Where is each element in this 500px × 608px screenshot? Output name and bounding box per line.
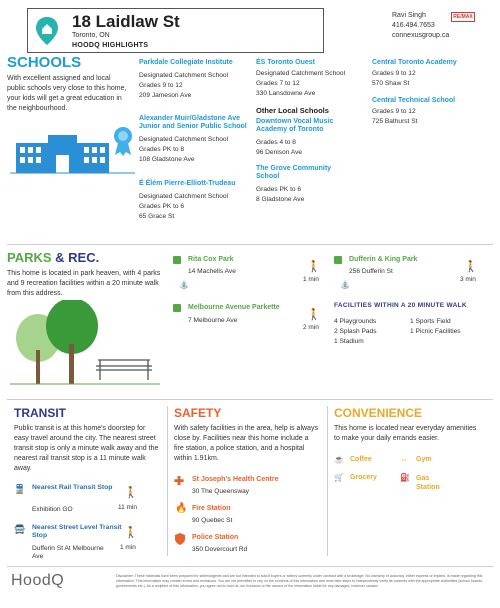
convenience-grocery[interactable] bbox=[334, 473, 404, 485]
safety-item-address: 350 Dovercourt Rd bbox=[192, 546, 248, 553]
school-central-toronto-academy[interactable] bbox=[372, 59, 487, 89]
agent-name: Ravi Singh bbox=[392, 12, 426, 19]
facility-item: 4 Playgrounds bbox=[334, 318, 377, 325]
park-name[interactable]: Dufferin & King Park bbox=[349, 256, 418, 263]
school-pierre-elliott-trudeau[interactable] bbox=[139, 180, 239, 222]
address-title: 18 Laidlaw St bbox=[72, 12, 180, 31]
school-building-illustration bbox=[10, 125, 135, 175]
grocery-cart-icon: 🛒 bbox=[334, 473, 344, 482]
school-type: Designated Catchment School bbox=[139, 136, 229, 143]
brokerage-logo: RE/MAX bbox=[451, 12, 475, 22]
school-address: 108 Gladstone Ave bbox=[139, 156, 195, 163]
school-address: 8 Gladstone Ave bbox=[256, 196, 305, 203]
hoodq-logo: HoodQ bbox=[11, 572, 65, 589]
school-grades: Grades PK to 8 bbox=[139, 146, 185, 153]
divider-schools bbox=[7, 244, 493, 245]
convenience-description: This home is located near everyday amenities to make your daily errands easier. bbox=[334, 425, 477, 442]
safety-description: With safety facilities in the area, help is always close by. Facilities near this home include a fire station, a police station, and a hospital within 1.91km. bbox=[174, 425, 318, 462]
school-name[interactable]: Central Toronto Academy bbox=[372, 59, 457, 66]
park-name[interactable]: Rita Cox Park bbox=[188, 256, 234, 263]
school-grades: Grades PK to 6 bbox=[256, 186, 302, 193]
transit-heading: TRANSIT bbox=[14, 406, 66, 420]
safety-item-address: 30 The Queensway bbox=[192, 488, 250, 495]
school-address: 725 Bathurst St bbox=[372, 118, 418, 125]
report-subtitle: HOODQ HIGHLIGHTS bbox=[72, 42, 149, 49]
street-walk-time: 1 min bbox=[120, 544, 136, 551]
facilities-heading: FACILITIES WITHIN A 20 MINUTE WALK bbox=[334, 302, 467, 309]
safety-item-label: Fire Station bbox=[192, 505, 231, 512]
facility-item: 1 Sports Field bbox=[410, 318, 451, 325]
park-name[interactable]: Melbourne Avenue Parkette bbox=[188, 304, 280, 311]
school-central-technical[interactable] bbox=[372, 97, 487, 127]
school-grades: Grades PK to 6 bbox=[139, 203, 185, 210]
parks-heading bbox=[7, 250, 99, 265]
walking-person-icon: 🚶 bbox=[124, 487, 138, 499]
train-icon: 🚆 bbox=[14, 484, 26, 494]
convenience-heading: CONVENIENCE bbox=[334, 406, 423, 420]
convenience-gym[interactable] bbox=[400, 455, 470, 467]
walk-time: 3 min bbox=[460, 276, 476, 283]
footer-divider bbox=[7, 566, 493, 567]
safety-hospital[interactable] bbox=[174, 474, 324, 498]
park-dufferin-king[interactable] bbox=[334, 256, 486, 292]
playground-icon: ⛲ bbox=[340, 280, 350, 289]
city: Toronto, ON bbox=[72, 32, 110, 39]
convenience-label: Coffee bbox=[350, 456, 372, 463]
bus-icon: 🚍 bbox=[14, 524, 26, 534]
school-type: Designated Catchment School bbox=[139, 193, 229, 200]
park-marker-icon bbox=[173, 304, 181, 312]
safety-item-label: Police Station bbox=[192, 534, 239, 541]
rail-walk-time: 11 min bbox=[118, 504, 138, 511]
school-name[interactable]: Alexander Muir/Gladstone Ave Junior and Senior Public School bbox=[139, 115, 247, 130]
convenience-coffee[interactable] bbox=[334, 455, 404, 467]
school-address: 209 Jameson Ave bbox=[139, 92, 192, 99]
dumbbell-icon: ⇔ bbox=[400, 455, 408, 464]
walking-person-icon: 🚶 bbox=[124, 527, 138, 539]
school-es-toronto-ouest[interactable] bbox=[256, 59, 366, 99]
school-type: Designated Catchment School bbox=[256, 70, 346, 77]
walk-time: 1 min bbox=[303, 276, 319, 283]
walking-person-icon: 🚶 bbox=[464, 261, 478, 273]
gas-pump-icon: ⛽ bbox=[400, 473, 410, 482]
divider-transit-safety bbox=[167, 406, 168, 556]
hospital-cross-icon: ✚ bbox=[174, 474, 185, 488]
convenience-label: Gas Station bbox=[416, 475, 440, 491]
convenience-label: Gym bbox=[416, 456, 432, 463]
park-address: 14 Machells Ave bbox=[188, 268, 236, 275]
safety-heading: SAFETY bbox=[174, 406, 222, 420]
school-parkdale[interactable] bbox=[139, 59, 239, 101]
school-type: Designated Catchment School bbox=[139, 72, 229, 79]
park-address: 256 Dufferin St bbox=[349, 268, 393, 275]
other-local-schools-heading: Other Local Schools bbox=[256, 106, 329, 115]
park-trees-illustration bbox=[10, 300, 160, 388]
park-marker-icon bbox=[334, 256, 342, 264]
school-grades: Grades 9 to 12 bbox=[372, 108, 416, 115]
transit-description: Public transit is at this home's doorstep for easy travel around the city. The nearest street transit stop is only a minute walk away and the nearest rail transit stop is a 11 minute walk away. bbox=[14, 425, 159, 472]
coffee-icon: ☕ bbox=[334, 455, 344, 464]
school-grades: Grades 7 to 12 bbox=[256, 80, 300, 87]
school-downtown-vocal[interactable] bbox=[256, 118, 366, 158]
school-alexander-muir[interactable] bbox=[139, 115, 251, 165]
school-the-grove[interactable] bbox=[256, 165, 356, 205]
safety-police-station[interactable] bbox=[174, 532, 324, 556]
school-name[interactable]: ÉS Toronto Ouest bbox=[256, 59, 315, 66]
safety-fire-station[interactable] bbox=[174, 503, 324, 527]
convenience-label: Grocery bbox=[350, 474, 377, 481]
facility-item: 1 Stadium bbox=[334, 338, 364, 345]
school-name[interactable]: É Élém Pierre-Elliott-Trudeau bbox=[139, 180, 236, 187]
rail-transit-stop: Exhibition GO bbox=[32, 506, 73, 513]
park-marker-icon bbox=[173, 256, 181, 264]
walking-person-icon: 🚶 bbox=[307, 261, 321, 273]
school-address: 330 Lansdowne Ave bbox=[256, 90, 316, 97]
divider-parks bbox=[7, 399, 493, 400]
school-name[interactable]: The Grove Community School bbox=[256, 165, 332, 180]
facility-item: 1 Picnic Facilities bbox=[410, 328, 461, 335]
park-address: 7 Melbourne Ave bbox=[188, 317, 238, 324]
header-box bbox=[27, 8, 324, 53]
location-pin-icon bbox=[34, 16, 60, 46]
agent-website[interactable]: connexusgroup.ca bbox=[392, 32, 450, 39]
convenience-gas-station[interactable] bbox=[400, 473, 480, 493]
walking-person-icon: 🚶 bbox=[307, 309, 321, 321]
school-name[interactable]: Parkdale Collegiate Institute bbox=[139, 59, 233, 66]
school-name[interactable]: Central Technical School bbox=[372, 97, 456, 104]
safety-item-address: 90 Quebec St bbox=[192, 517, 233, 524]
rail-transit-label: Nearest Rail Transit Stop bbox=[32, 484, 113, 491]
footer-disclaimer: Disclaimer: These materials have been prepared for sellers/agents and are not intended to solicit buyers or sellers currently under contract with a brokerage. No warranty of accuracy, either express or implied, is made regarding this information. This information may contain errors and omissions. You are not permitted to rely on the contents of this information and must take steps to independently verify its contents with the appropriate authorities (school boards, governments etc.). As a recipient of this information, you agree not to hold us, our licensors or the owners of the information liable for any damages, however caused. bbox=[116, 574, 483, 588]
school-address: 96 Denison Ave bbox=[256, 149, 303, 156]
school-grades: Grades 9 to 12 bbox=[139, 82, 183, 89]
schools-description: With excellent assigned and local public schools very close to this home, your kids will get a great education in the neighbourhood. bbox=[7, 75, 127, 112]
street-transit[interactable] bbox=[14, 524, 164, 558]
park-melbourne-avenue[interactable] bbox=[173, 304, 325, 334]
parks-description: This home is located in park heaven, with 4 parks and 9 recreation facilities within a 20 minute walk from this address. bbox=[7, 270, 161, 297]
fire-icon: 🔥 bbox=[175, 503, 188, 514]
facility-item: 2 Splash Pads bbox=[334, 328, 377, 335]
divider-safety-convenience bbox=[327, 406, 328, 556]
walk-time: 2 min bbox=[303, 324, 319, 331]
parks-heading-amp: & REC. bbox=[55, 250, 100, 265]
park-rita-cox[interactable] bbox=[173, 256, 325, 292]
street-transit-stop: Dufferin St At Melbourne Ave bbox=[32, 545, 104, 560]
schools-heading: SCHOOLS bbox=[7, 54, 82, 71]
school-grades: Grades 9 to 12 bbox=[372, 70, 416, 77]
school-address: 570 Shaw St bbox=[372, 80, 410, 87]
school-grades: Grades 4 to 8 bbox=[256, 139, 296, 146]
police-shield-icon bbox=[175, 532, 185, 544]
street-transit-label: Nearest Street Level Transit Stop bbox=[32, 524, 122, 539]
playground-icon: ⛲ bbox=[179, 280, 189, 289]
school-address: 65 Grace St bbox=[139, 213, 175, 220]
agent-phone: 416.494.7653 bbox=[392, 22, 435, 29]
parks-heading-word: PARKS bbox=[7, 250, 52, 265]
rail-transit[interactable] bbox=[14, 484, 164, 518]
school-name[interactable]: Downtown Vocal Music Academy of Toronto bbox=[256, 118, 334, 133]
safety-item-label: St Joseph's Health Centre bbox=[192, 476, 279, 483]
